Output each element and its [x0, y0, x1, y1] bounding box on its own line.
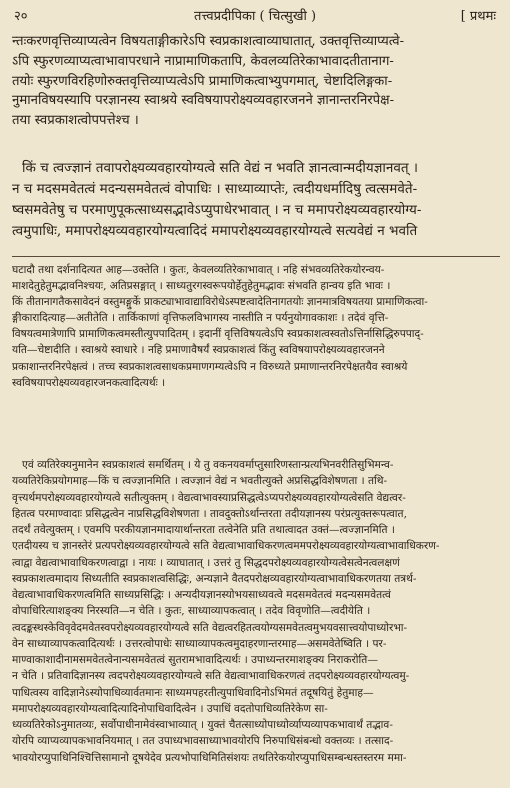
commentary-line: माशदेतुहेतुमद्भावनिश्चयः, अतिप्रसङ्गात् । साध्यतुरगस्वरूपयोर्हेतुहेतुमद्भावः संभवति हान्वय इति भावः । [12, 280, 391, 293]
commentary-line: यति—चेष्टादीति । स्वाश्रये स्वाधारे । नहि प्रमाणावैषर्यं स्वप्रकाशत्वं किंतु स्वविषयापरोक्ष्यव्यवहारजनने [12, 344, 385, 357]
commentary-line: त्वाद्वा वेद्यत्वाभावाधिकरणत्वाद्वा । नायः । व्याघातात् । उत्तरं तु सिद्धदपरोक्ष्यव्यवहारयोग्यत्वेसत्वेनत्वलक्षणं [12, 556, 400, 569]
commentary-line: वोपाधिरित्याशङ्क्य निरस्यति—न चेति । कुतः, साध्याव्यापकत्वात् । तदेव विवृणोति—त्वदीयेति । [12, 605, 371, 618]
commentary-line: भावयोरप्युपाधिनिश्चित्तिसामानो दूषयेदेव प्रत्यभोपाधिमितिसंशयः तथतिरेकयोरप्युपाधिसम्बन्धस्तस्तरम ममा- [12, 751, 407, 764]
commentary-line: ममापरोक्ष्यव्यवहारयोग्यत्वादित्यादिनोपाधिवादित्वेन । उपाधिं वदतोपाधिव्यतिरेकेण सा- [12, 702, 328, 715]
commentary-line: स्वप्रकाशत्वमादाय सिध्यतीति स्वप्रकाशत्वसिद्धिः, अन्यज्ञाने वैतदपरोक्षव्यवहारयोग्यत्वाभावाधिकरणतया तत्रर्थ- [12, 572, 417, 585]
commentary-line: घटादौ तथा दर्शनादित्यत आह—उक्तेति । कुतः, केवलव्यतिरेकाभावात् । नहि संभवव्यतिरेकयोरन्वय- [12, 264, 385, 276]
verse-line: किं च त्वज्ज्ञानं तवापरोक्ष्यव्यवहारयोग्यत्वे सति वेद्यं न भवति ज्ञानत्वान्मदीयज्ञानवत् । [22, 160, 418, 176]
verse-line: ष्वसमवेतेषु च परमाणुपूकत्साध्यसद्भावेऽप्युपाधेरभावात् । न च ममापरोक्ष्यव्यवहारयोग्य- [12, 202, 422, 218]
text-line: तयोः स्फुरणविरहिणोरुक्तवृत्तिव्याप्यत्वेऽपि प्रामाणिकत्वाभ्युपगमात्, चेष्टादिलिङ्गका- [12, 73, 393, 89]
page-header [10, 6, 500, 24]
text-line: ऽपि स्फुरणव्याप्यत्वाभावापरधाने नाप्रामाणिकतापि, केवलव्यतिरेकाभावादतीतानाग- [12, 53, 394, 69]
commentary-line: पाधित्वस्य वादिज्ञानेऽस्योपाधिव्यार्वतमानः साध्यमपहरतीत्युपाधिवादिनोऽभिमतं तदूषयितुं हेतुमाह— [12, 686, 374, 699]
commentary-line: किं तीतानागतैकसावेदनं वस्तुमङ्गुर्के प्राकट्याभावाद्याविरोधेऽस्पष्टत्वादेतिनागतयोः ज्ञानमात्रविषयतया प्रामाणिकत्वा- [12, 296, 428, 309]
commentary-block-1 [12, 262, 502, 391]
section-divider [12, 256, 500, 257]
verse-line: न च मदसमवेतत्वं मदन्यसमवेतत्वं वोपाधिः । साध्याव्याप्तेः, त्वदीयधर्मादिषु त्वत्समवेते- [12, 181, 418, 197]
commentary-line: हितत्व परमाण्वादाः प्रसिद्धत्वेन नाप्रसिद्धविशेषणता । तावदुक्तोऽर्थान्तरता तदीयज्ञानस्य परंप्रत्युक्तरूपत्वात, [12, 507, 407, 520]
commentary-line: एवं व्यतिरेक्यनुमानेन स्वप्रकाशत्वं समर्थितम् । ये तु वकनयवर्माप्तुसारिणस्तान्प्रत्यभिनवरीतिसुभिमन्व- [22, 459, 394, 471]
verse-line: त्वमुपाधिः, ममापरोक्ष्यव्यवहारयोग्यत्वादिदं ममापरोक्ष्यव्यवहारयोग्यत्वे सत्यवेद्यं न भवति [12, 223, 418, 239]
commentary-line: न चेति । प्रतिवादिज्ञानस्य त्वदपरोक्ष्यव्यवहारयोग्यत्वे सति वेद्यत्वाभावाधिकरणत्वं तदपरोक्ष्यव्यवहारयोग्यत्वमु- [12, 670, 410, 683]
text-line: नुमानविषयस्यापि परज्ञानस्य स्वाश्रये स्वविषयापरोक्ष्यव्यवहारजनने ज्ञानान्तरनिरपेक्ष- [12, 93, 395, 109]
commentary-line: माण्वाकाशादीनामसमवेतत्वेनान्यसमवेतत्वं सुतरामभावादित्यर्थः । उपाध्यन्तरमाशङ्क्य निराकरोति— [12, 654, 378, 666]
commentary-line: वृत्त्यर्थमपरोक्ष्यव्यवहारयोग्यत्वे सतीत्युक्तम् । वेद्यत्वाभावस्याप्रसिद्धत्वेऽप्यपरोक्ष्यव्यवहारयोग्यत्वेसति वेद्यत्वर- [12, 491, 406, 504]
commentary-line: स्वविषयापरोक्ष्यव्यवहारजनकत्वादित्यर्थः । [12, 376, 166, 389]
commentary-line: तदर्थं तवेत्युक्तम् । एवमपि परकीयज्ञानमादायार्थान्तरता तत्वेनेति प्रति तथात्वादत उक्तं—त्वज्ज्ञानमिति । [12, 524, 395, 536]
commentary-line: विषयत्वमात्रेणापि प्रामाणिकत्वमस्तीत्युपपादितम् । इदानीं वृत्तिविषयत्वेऽपि स्वप्रकाशत्वस्वतोऽत्तिर्नासिद्धिरुपपाद्- [12, 328, 424, 341]
text-line: न्तःकरणवृत्तिव्याप्यत्वेन विषयताङ्गीकारेऽपि स्वप्रकाशत्वाव्याघातात्, उक्तवृत्तिव्याप्यत्वे- [12, 34, 405, 49]
commentary-line: यव्यतिरेकिप्रयोगमाह—किं च त्वज्ज्ञानमिति । त्वज्ज्ञानं वेद्यं न भवतीत्युक्ते अप्रसिद्धविशेषणता । तथि- [12, 475, 388, 488]
commentary-line: वेन साध्याव्यापकत्वादित्यर्थः । उत्तरत्वोपाधेः साध्याव्यापकत्वमुदाहरणान्तरमाह—असमवेतेष्विति । पर- [12, 637, 387, 650]
commentary-line: प्रकाशान्तरनिरपेक्षत्वं । तच्च स्वप्रकाशत्वसाधकप्रमाणगम्यत्वेऽपि न विरुध्यते प्रमाणान्तरनिरपेक्षतयैव स्वाश्रये [12, 360, 408, 373]
commentary-line: एतदीयस्य च ज्ञानस्तेरं प्रत्यपरोक्ष्यव्यवहारयोग्यत्वे सति वेद्यत्वाभावाधिकरणत्वममपरोक्ष्यव्यवहारयोग्यत्वाभावाधिकरण- [12, 540, 440, 553]
commentary-line: त्वदङ्कस्थस्केविवृवेदमवेतस्वपरोक्ष्यव्यवहारयोग्यत्वे सति वेद्यत्वरहितत्वयोग्यसमवेतत्वमुभयवसात्त्वयोपाध्योरभा- [12, 621, 408, 634]
commentary-line: वेद्यत्वाभावाधिकरणत्वमिति साध्यप्रसिद्धिः । अन्यदीयज्ञानस्योभयसाध्यवत्वे मदसमवेतत्वं मदन्यसमवेतत्वं [12, 589, 391, 601]
commentary-line: ध्यव्यतिरेकोऽनुमातव्यः, सर्वोपाधीनामेवंस्वाभाव्यात् । युक्तं चैतत्साध्योपाध्योर्व्याप्यव्यापकभावार्थं तद्भाव- [12, 719, 393, 731]
verse-text [12, 158, 502, 242]
text-line: तया स्वप्रकाशत्वोपपत्तेश्च । [12, 113, 139, 129]
commentary-line: योरपि व्याप्यव्यापकभावनियमात् । तत उपाध्यभावसाध्याभावयोरपि निरुपाधिसंबन्धो वक्तव्यः । तत्साद- [12, 735, 394, 748]
commentary-line: ङ्गीकारादित्याह—अतीतेति । तार्किकाणां वृत्तिफलविभागस्य नास्तीति न पर्यनुयोगावकाशः । तदेवं वृत्ति- [12, 312, 389, 325]
page-number: २० [14, 9, 28, 24]
commentary-block-2 [12, 457, 502, 766]
main-text [12, 32, 502, 131]
running-title: तत्त्वप्रदीपिका ( चित्सुखी ) [193, 9, 317, 24]
section-label: [ प्रथमः [460, 9, 496, 24]
